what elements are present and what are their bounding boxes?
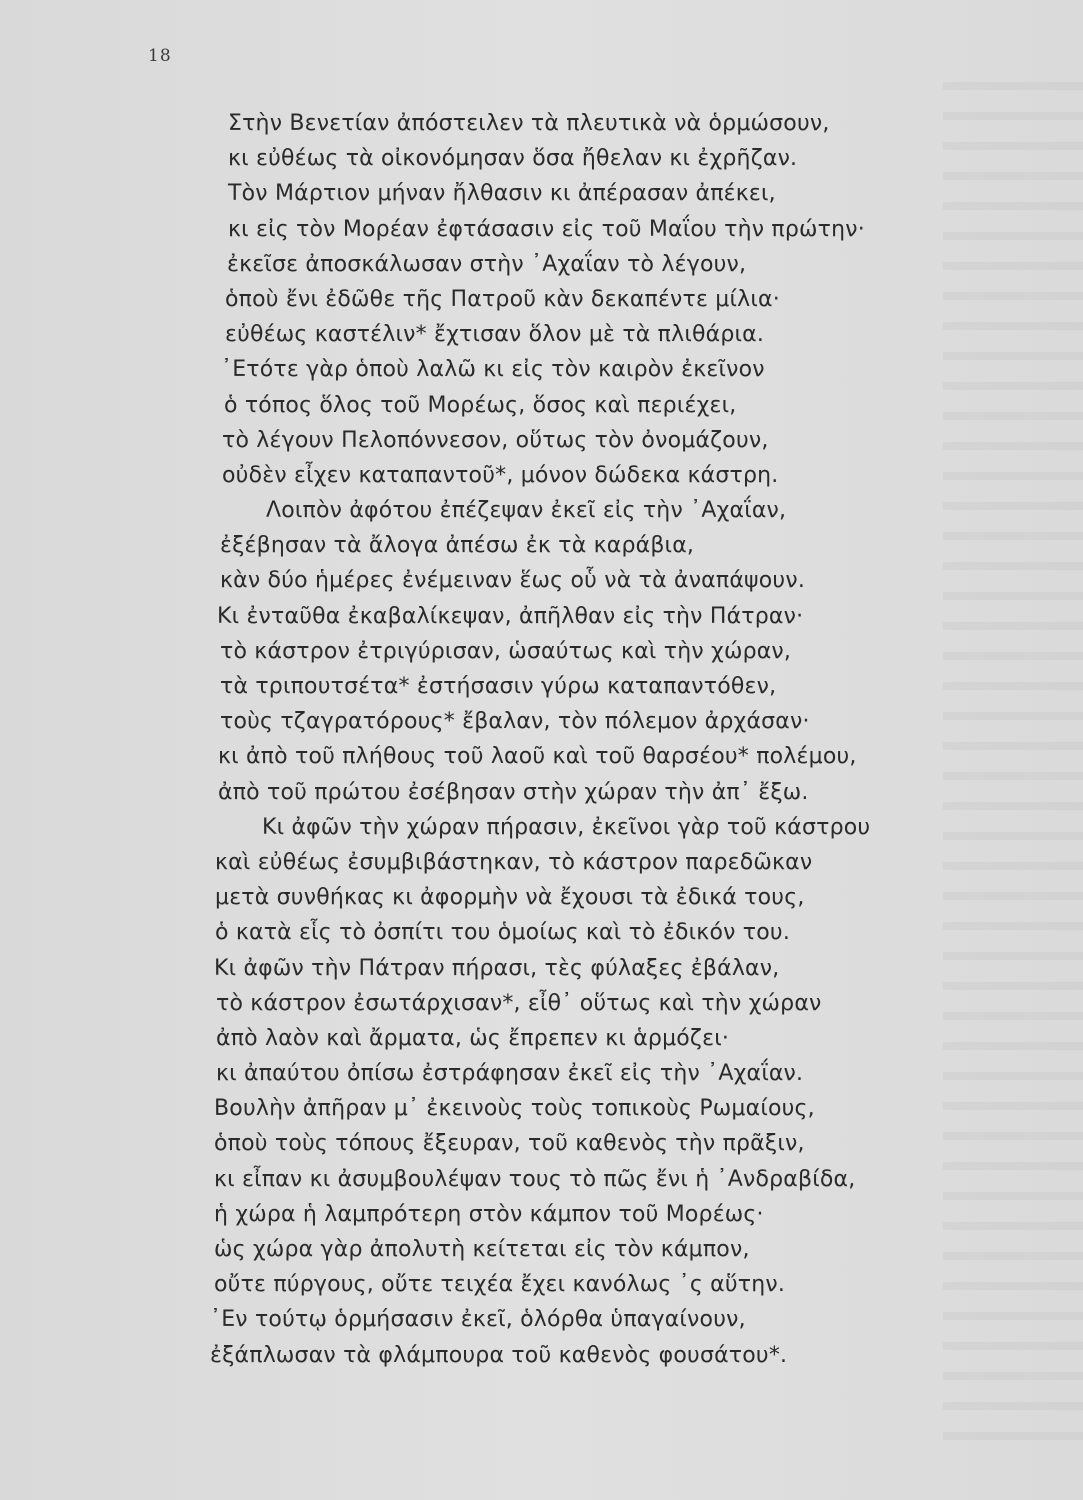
verse-line: κι ἀπαύτου ὀπίσω ἐστράφησαν ἐκεῖ εἰς τὴν ᾿Αχαΐαν.	[216, 1061, 804, 1087]
verse-line: τὸ λέγουν Πελοπόννεσον, οὕτως τὸν ὀνομάζουν,	[222, 427, 769, 453]
verse-line: ὁποὺ ἔνι ἐδῶθε τῆς Πατροῦ κὰν δεκαπέντε μίλια·	[225, 286, 780, 312]
verse-line: τὰ τριπουτσέτα* ἐστήσασιν γύρω καταπαντόθεν,	[220, 674, 777, 699]
verse-text	[0, 106, 1083, 1373]
verse-line: ᾿Ετότε γὰρ ὁποὺ λαλῶ κι εἰς τὸν καιρὸν ἐκεῖνον	[221, 357, 765, 383]
verse-line: ὡς χώρα γὰρ ἀπολυτὴ κείτεται εἰς τὸν κάμπον,	[214, 1237, 750, 1262]
verse-line: τὸ κάστρον ἐτριγύρισαν, ὡσαύτως καὶ τὴν χώραν,	[220, 638, 792, 664]
verse-line: Στὴν Βενετίαν ἀπόστειλεν τὰ πλευτικὰ νὰ ὁρμώσουν,	[228, 111, 830, 136]
verse-line: Κι ἐνταῦθα ἐκαβαλίκεψαν, ἀπῆλθαν εἰς τὴν Πάτραν·	[217, 603, 804, 629]
verse-line: μετὰ συνθήκας κι ἀφορμὴν νὰ ἔχουσι τὰ ἐδικά τους,	[215, 885, 805, 911]
verse-line: Τὸν Μάρτιον μήναν ἤλθασιν κι ἀπέρασαν ἀπέκει,	[228, 181, 776, 207]
verse-line: ἐξάπλωσαν τὰ φλάμπουρα τοῦ καθενὸς φουσάτου*.	[210, 1342, 788, 1368]
verse-line: κι εὐθέως τὰ οἰκονόμησαν ὅσα ἤθελαν κι ἐχρῆζαν.	[228, 146, 798, 172]
verse-line: τοὺς τζαγρατόρους* ἔβαλαν, τὸν πόλεμον ἀρχάσαν·	[220, 709, 810, 735]
verse-line: κι ἀπὸ τοῦ πλήθους τοῦ λαοῦ καὶ τοῦ θαρσέου* πολέμου,	[218, 744, 857, 770]
page-number: 18	[148, 46, 172, 66]
verse-line: ὁ κατὰ εἷς τὸ ὀσπίτι του ὁμοίως καὶ τὸ ἐδικόν του.	[215, 920, 791, 946]
verse-line: κὰν δύο ἡμέρες ἐνέμειναν ἕως οὗ νὰ τὰ ἀναπάψουν.	[220, 568, 806, 594]
verse-line-indented: Κι ἀφῶν τὴν χώραν πήρασιν, ἐκεῖνοι γὰρ τοῦ κάστρου	[262, 814, 871, 840]
verse-line: οὔτε πύργους, οὔτε τειχέα ἔχει κανόλως ᾿ς αὕτην.	[214, 1272, 786, 1298]
verse-line: κι εἶπαν κι ἀσυμβουλέψαν τους τὸ πῶς ἔνι ἡ ᾿Ανδραβίδα,	[214, 1166, 856, 1192]
verse-line: ᾿Εν τούτῳ ὁρμήσασιν ἐκεῖ, ὁλόρθα ὑπαγαίνουν,	[210, 1307, 746, 1333]
verse-line: εὐθέως καστέλιν* ἔχτισαν ὅλον μὲ τὰ πλιθάρια.	[225, 322, 765, 348]
verse-line: κι εἰς τὸν Μορέαν ἐφτάσασιν εἰς τοῦ Μαΐου τὴν πρώτην·	[228, 216, 865, 242]
verse-line: ἀπὸ τοῦ πρώτου ἐσέβησαν στὴν χώραν τὴν ἀπ᾿ ἔξω.	[218, 779, 809, 805]
verse-line: ἐκεῖσε ἀποσκάλωσαν στὴν ᾿Αχαΐαν τὸ λέγουν,	[227, 251, 747, 277]
verse-line: Κι ἀφῶν τὴν Πάτραν πήρασι, τὲς φύλαξες ἐβάλαν,	[214, 955, 780, 981]
verse-line: τὸ κάστρον ἐσωτάρχισαν*, εἶθ᾿ οὕτως καὶ τὴν χώραν	[216, 990, 822, 1016]
verse-line: καὶ εὐθέως ἐσυμβιβάστηκαν, τὸ κάστρον παρεδῶκαν	[215, 849, 813, 875]
verse-line-indented: Λοιπὸν ἀφότου ἐπέζεψαν ἐκεῖ εἰς τὴν ᾿Αχαΐαν,	[266, 498, 787, 524]
verse-line: οὐδὲν εἶχεν καταπαντοῦ*, μόνον δώδεκα κάστρη.	[222, 462, 779, 488]
verse-line: Βουλὴν ἀπῆραν μ᾿ ἐκεινοὺς τοὺς τοπικοὺς Ρωμαίους,	[214, 1096, 815, 1122]
verse-line: ὁποὺ τοὺς τόπους ἔξευραν, τοῦ καθενὸς τὴν πρᾶξιν,	[214, 1131, 805, 1157]
verse-line: ἐξέβησαν τὰ ἄλογα ἀπέσω ἐκ τὰ καράβια,	[220, 533, 695, 559]
verse-line: ἀπὸ λαὸν καὶ ἄρματα, ὡς ἔπρεπεν κι ἁρμόζει·	[216, 1025, 730, 1051]
verse-line: ὁ τόπος ὅλος τοῦ Μορέως, ὅσος καὶ περιέχει,	[224, 392, 737, 418]
verse-line: ἡ χώρα ἡ λαμπρότερη στὸν κάμπον τοῦ Μορέως·	[214, 1201, 764, 1227]
